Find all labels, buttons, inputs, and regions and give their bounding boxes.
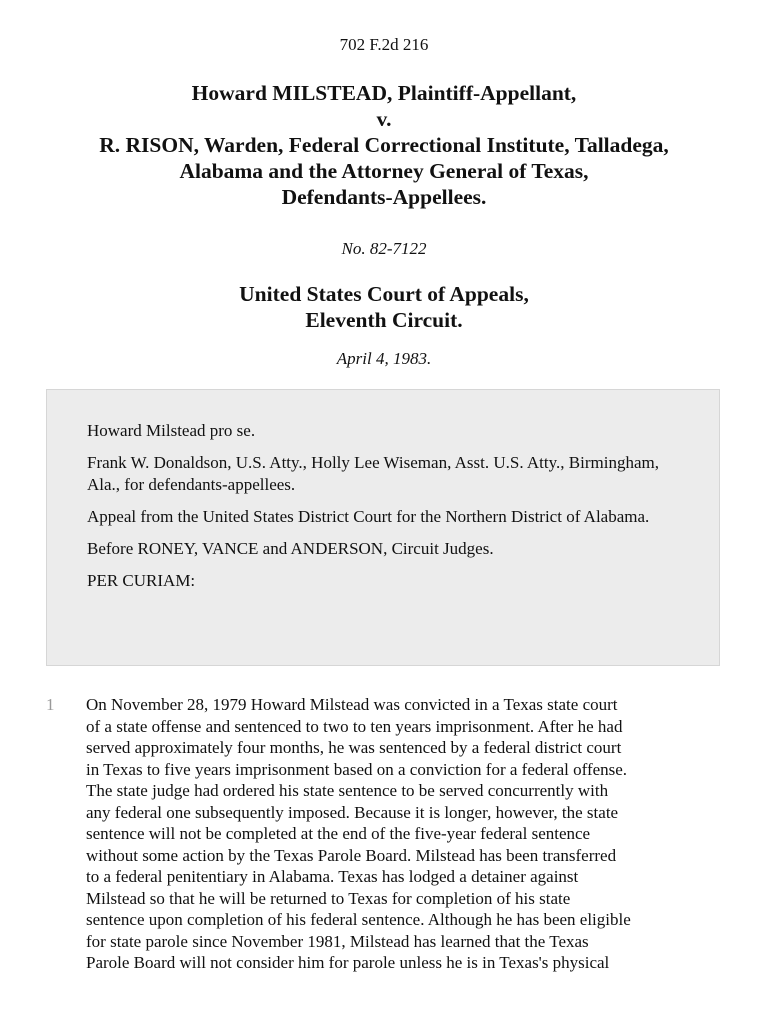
paragraph-line: sentence will not be completed at the end of the five-year federal sentence [86, 824, 591, 843]
paragraph-line: Milstead so that he will be returned to Texas for completion of his state [86, 888, 571, 908]
court-name [0, 281, 768, 333]
paragraph-line: without some action by the Texas Parole Board. Milstead has been transferred [86, 845, 617, 865]
paragraph-text [86, 694, 736, 974]
docket-number: No. 82-7122 [341, 239, 427, 258]
paragraph-line: The state judge had ordered his state sentence to be served concurrently with [86, 781, 609, 800]
opinion-paragraph [46, 694, 736, 974]
paragraph-line: Parole Board will not consider him for parole unless he is in Texas's physical [86, 953, 610, 972]
case-citation: 702 F.2d 216 [339, 35, 429, 54]
paragraph-line: On November 28, 1979 Howard Milstead was convicted in a Texas state court [86, 695, 618, 714]
paragraph-line: in Texas to five years imprisonment based on a conviction for a federal offense. [86, 759, 628, 779]
caption-line: Howard MILSTEAD, Plaintiff-Appellant, [191, 81, 577, 105]
per-curiam-line: PER CURIAM: [87, 570, 196, 590]
caption-line: Alabama and the Attorney General of Texas, [179, 159, 589, 183]
caption-line: R. RISON, Warden, Federal Correctional Institute, Talladega, [99, 133, 669, 157]
court-line: United States Court of Appeals, [239, 282, 529, 306]
paragraph-line: to a federal penitentiary in Alabama. Texas has lodged a detainer against [86, 867, 579, 886]
case-caption [30, 80, 738, 210]
decision-date: April 4, 1983. [336, 349, 432, 368]
caption-line: Defendants-Appellees. [281, 185, 487, 209]
court-line: Eleventh Circuit. [305, 308, 463, 332]
appeal-line: Appeal from the United States District Court for the Northern District of Alabama. [87, 506, 650, 526]
paragraph-line: for state parole since November 1981, Milstead has learned that the Texas [86, 931, 589, 951]
caption-line: v. [376, 107, 392, 131]
paragraph-line: of a state offense and sentenced to two to ten years imprisonment. After he had [86, 716, 623, 736]
counsel-line: Frank W. Donaldson, U.S. Atty., Holly Lee Wiseman, Asst. U.S. Atty., Birmingham, Ala., for defendants-appellees. [87, 453, 659, 494]
panel-line: Before RONEY, VANCE and ANDERSON, Circuit Judges. [87, 538, 494, 558]
paragraph-number: 1 [46, 695, 55, 714]
prelims-box [46, 389, 720, 666]
paragraph-line: any federal one subsequently imposed. Because it is longer, however, the state [86, 802, 619, 822]
paragraph-line: sentence upon completion of his federal sentence. Although he has been eligible [86, 910, 631, 929]
pro-se-line: Howard Milstead pro se. [87, 421, 256, 440]
paragraph-line: served approximately four months, he was sentenced by a federal district court [86, 738, 622, 757]
